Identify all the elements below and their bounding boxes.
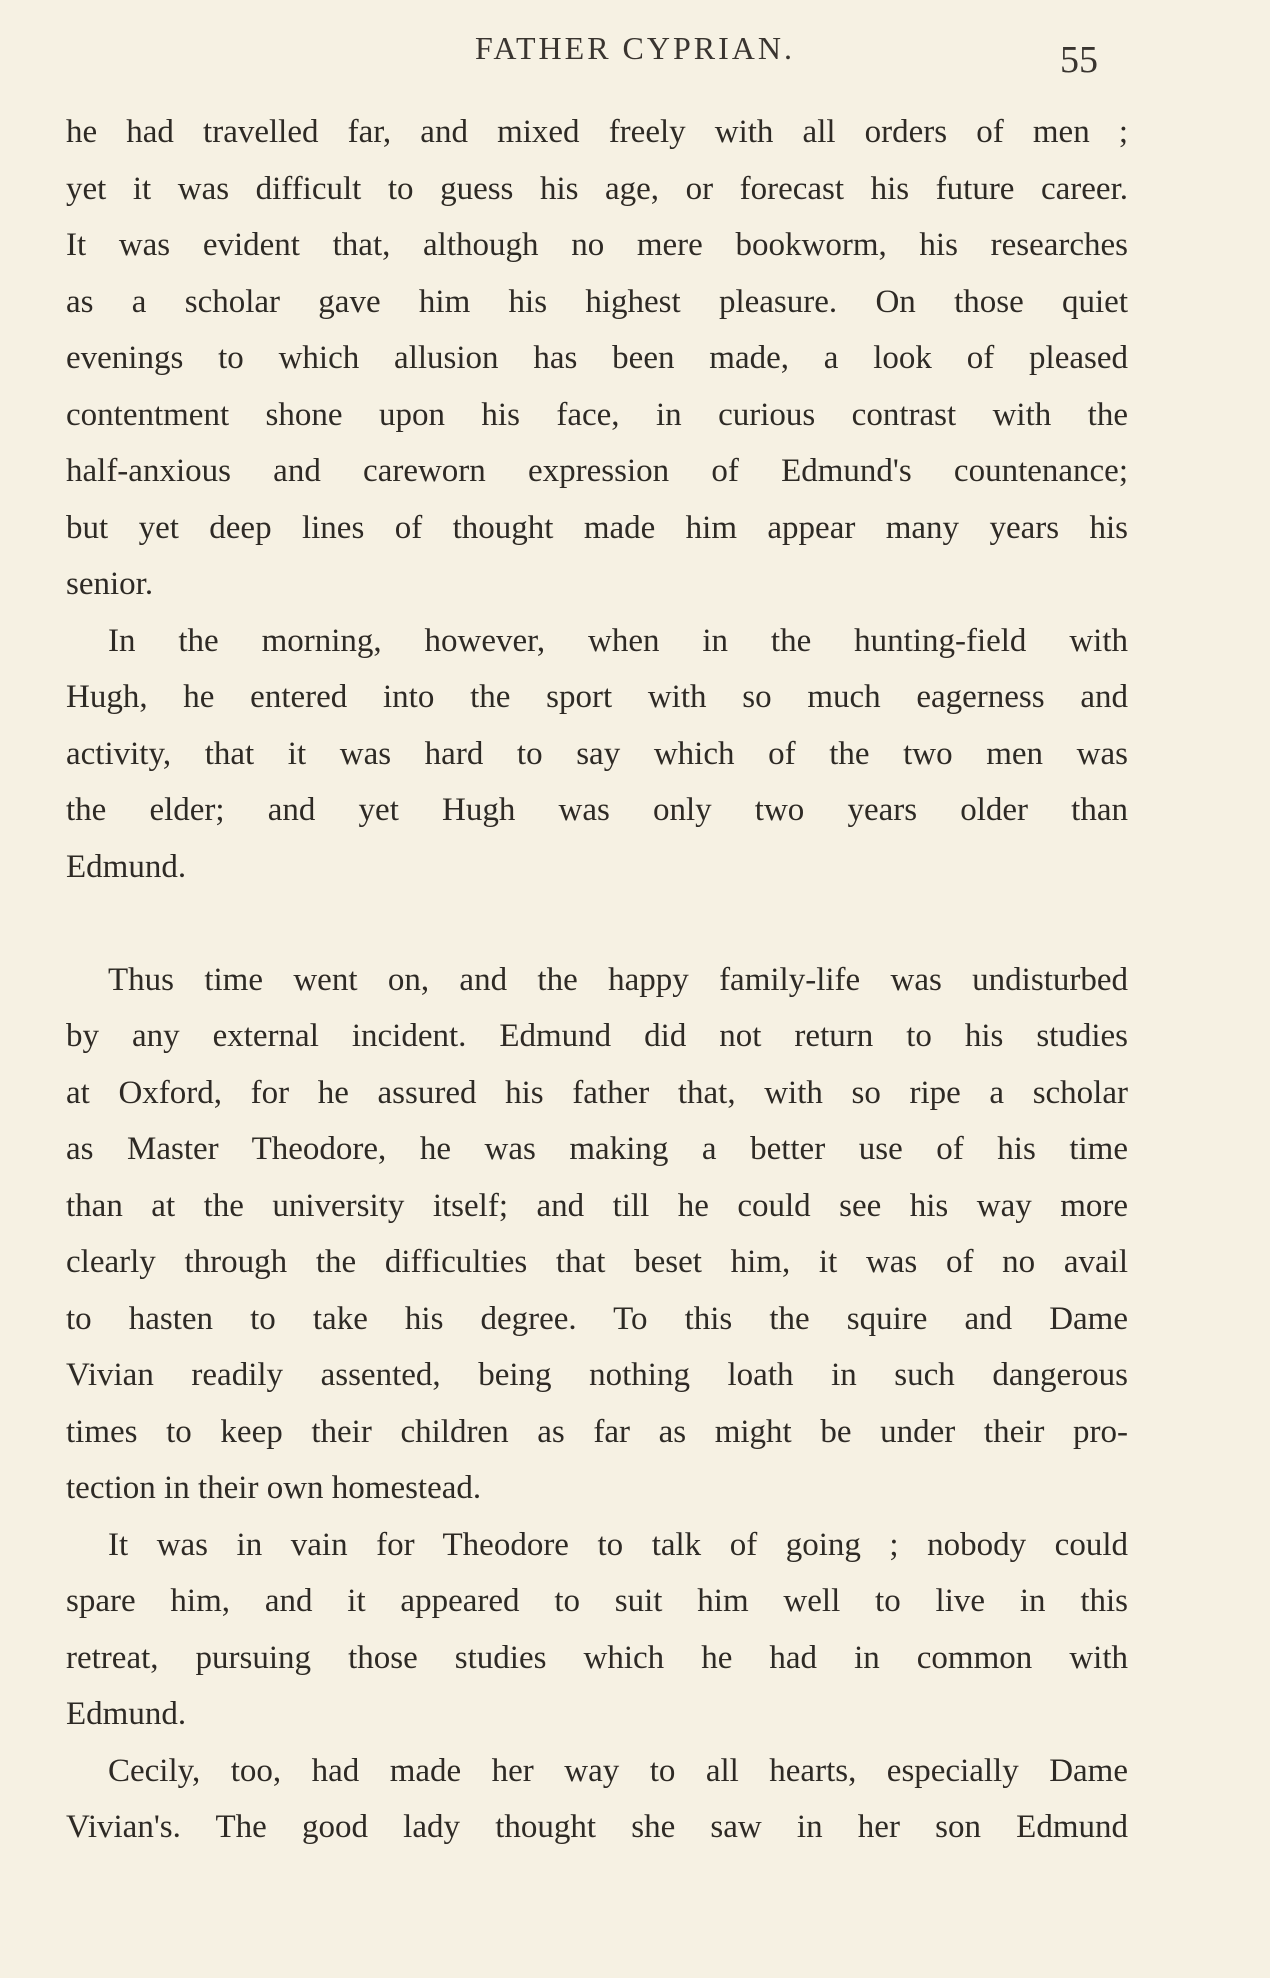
text-line: Vivian readily assented, being nothing loath in such dangerous — [66, 1357, 1128, 1393]
text-line: to hasten to take his degree. To this the squire and Dame — [66, 1300, 1128, 1337]
text-line: but yet deep lines of thought made him appear many years his — [66, 509, 1128, 546]
text-line: activity, that it was hard to say which of the two men was — [66, 735, 1128, 772]
paragraph — [66, 1743, 1128, 1856]
paragraph — [66, 952, 1128, 1517]
text-line: Thus time went on, and the happy family-life was undisturbed — [108, 961, 1128, 998]
text-line: In the morning, however, when in the hunting-field with — [108, 622, 1128, 659]
paragraph — [66, 104, 1128, 613]
text-line: Cecily, too, had made her way to all hearts, especially Dame — [108, 1752, 1128, 1789]
text-line: times to keep their children as far as might be under their pro- — [66, 1413, 1128, 1450]
text-line: Vivian's. The good lady thought she saw in her son Edmund — [66, 1809, 1128, 1845]
paragraph — [66, 613, 1128, 896]
body-text — [66, 104, 1128, 1856]
text-line: spare him, and it appeared to suit him well to live in this — [66, 1583, 1128, 1619]
page-number: 55 — [1060, 39, 1098, 81]
text-line: yet it was difficult to guess his age, or forecast his future career. — [66, 170, 1128, 207]
text-line: at Oxford, for he assured his father that, with so ripe a scholar — [66, 1074, 1128, 1111]
text-line: clearly through the difficulties that beset him, it was of no avail — [66, 1244, 1128, 1280]
text-line: tection in their own homestead. — [66, 1470, 482, 1506]
text-line: as Master Theodore, he was making a better use of his time — [66, 1131, 1128, 1167]
text-line: than at the university itself; and till he could see his way more — [66, 1187, 1128, 1224]
text-line: half-anxious and careworn expression of Edmund's countenance; — [66, 453, 1128, 489]
section-break — [66, 895, 1128, 952]
running-title: FATHER CYPRIAN. — [475, 30, 795, 66]
text-line: he had travelled far, and mixed freely with all orders of men ; — [66, 114, 1128, 150]
text-line: contentment shone upon his face, in curious contrast with the — [66, 396, 1128, 433]
text-line: Edmund. — [66, 1696, 187, 1732]
text-line: senior. — [66, 566, 154, 602]
text-line: retreat, pursuing those studies which he had in common with — [66, 1639, 1128, 1676]
text-line: as a scholar gave him his highest pleasure. On those quiet — [66, 283, 1128, 320]
text-line: the elder; and yet Hugh was only two years older than — [66, 792, 1128, 828]
text-line: It was in vain for Theodore to talk of going ; nobody could — [108, 1526, 1128, 1563]
text-line: Hugh, he entered into the sport with so much eagerness and — [66, 679, 1128, 715]
text-line: Edmund. — [66, 848, 187, 885]
text-line: evenings to which allusion has been made, a look of pleased — [66, 340, 1128, 376]
text-line: by any external incident. Edmund did not return to his studies — [66, 1018, 1128, 1054]
text-line: It was evident that, although no mere bookworm, his researches — [66, 227, 1128, 263]
paragraph — [66, 1517, 1128, 1743]
